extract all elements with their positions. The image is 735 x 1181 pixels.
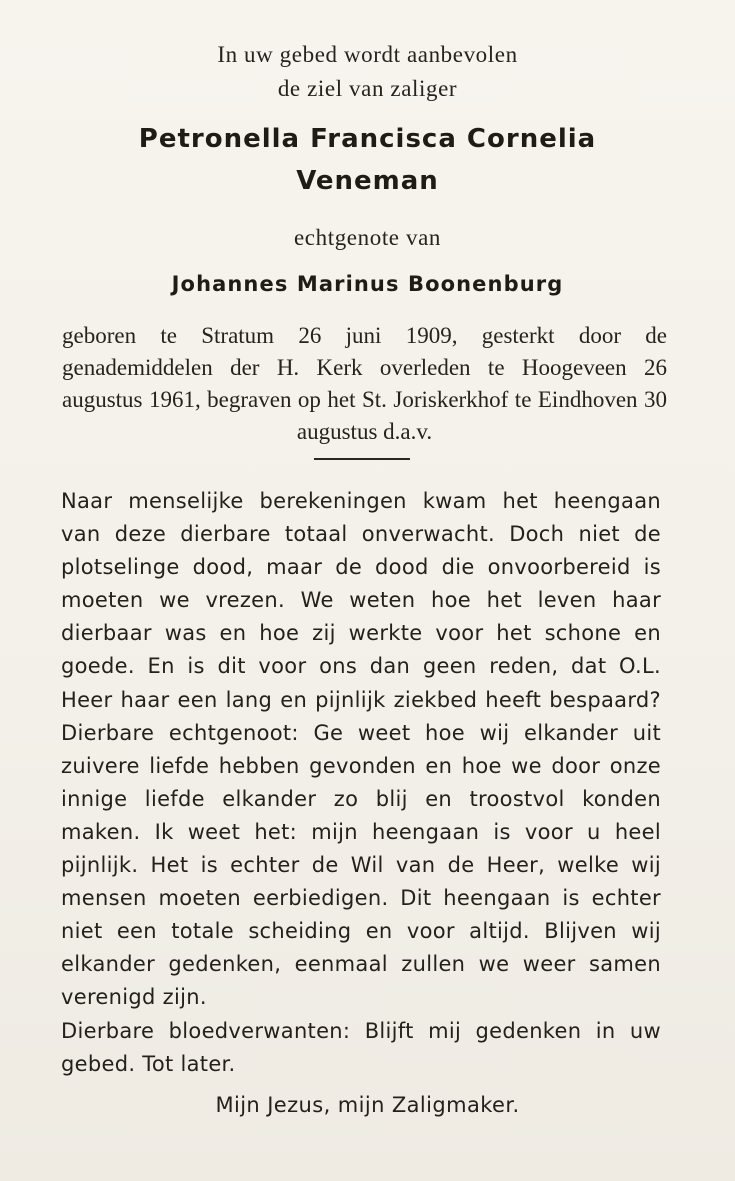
- memorial-text: [61, 485, 661, 1081]
- deceased-name-line-1: Petronella Francisca Cornelia: [138, 124, 597, 154]
- header-line-1: In uw gebed wordt aanbevolen: [217, 42, 518, 67]
- header-line-2: de ziel van zaliger: [277, 76, 458, 101]
- memorial-paragraph-2: Dierbare bloedverwanten: Blijft mij gedenken in uw gebed. Tot later.: [61, 1018, 661, 1076]
- spouse-name: Johannes Marinus Boonenburg: [171, 272, 564, 296]
- deceased-name-line-2: Veneman: [296, 166, 439, 196]
- memorial-paragraph-1: Naar menselijke berekeningen kwam het heengaan van deze dierbare totaal onverwacht. Doch niet de plotselinge dood, maar de dood die onvoorbereid is moeten we vrezen. We weten hoe het leven haar dierbaar was en hoe zij werkte voor het schone en goede. En is dit voor ons dan geen reden, dat O.L. Heer haar een lang en pijnlijk ziekbed heeft bespaard? Dierbare echtgenoot: Ge weet hoe wij elkander uit zuivere liefde hebben gevonden en hoe we door onze innige liefde elkander zo blij en troostvol konden maken. Ik weet het: mijn heengaan is voor u heel pijnlijk. Het is echter de Wil van de Heer, welke wij mensen moeten eerbiedigen. Dit heengaan is echter niet een totale scheiding en voor altijd. Blijven wij elkander gedenken, eenmaal zullen we weer samen verenigd zijn.: [61, 489, 661, 1010]
- spouse-intro: echtgenote van: [294, 225, 441, 250]
- section-divider: [314, 458, 410, 460]
- birth-death-details: geboren te Stratum 26 juni 1909, gesterkt door de genademiddelen der H. Kerk overleden te Hoogeveen 26 augustus 1961, begraven op het St. Joriskerkhof te Eindhoven 30 augustus d.a.v.: [62, 323, 667, 444]
- closing-prayer: Mijn Jezus, mijn Zaligmaker.: [215, 1093, 520, 1117]
